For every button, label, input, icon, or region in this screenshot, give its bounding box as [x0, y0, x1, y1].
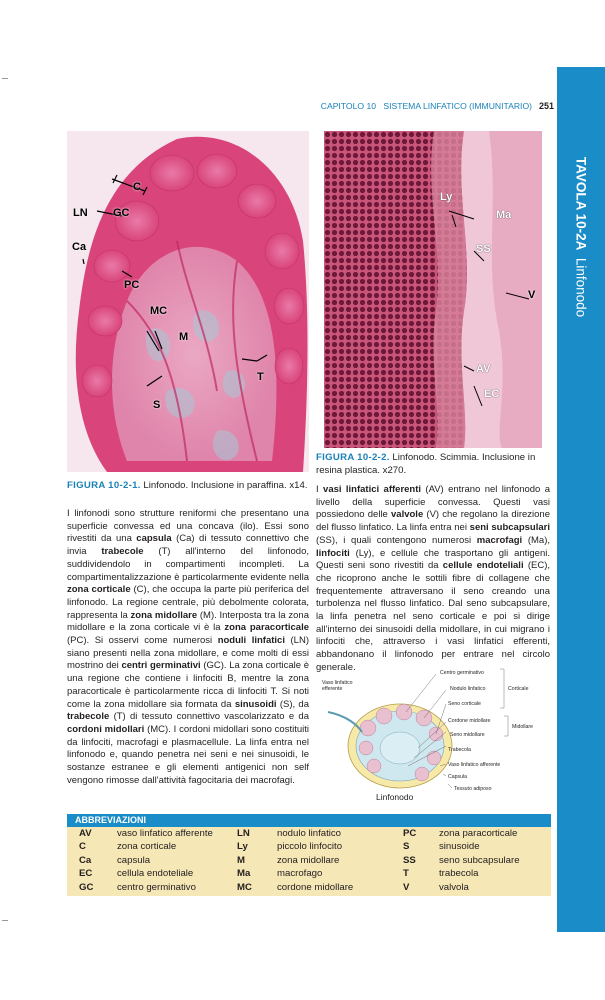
abbreviation-code: S — [403, 841, 410, 853]
plate-number: TAVOLA 10-2A — [573, 156, 589, 251]
abbreviation-row — [67, 828, 551, 841]
abbreviation-definition: valvola — [439, 881, 469, 893]
figure-2-caption — [316, 452, 550, 477]
text-run: (Ma), — [522, 534, 550, 546]
diagram-label-seno-midollare: Seno midollare — [450, 732, 485, 738]
abbreviation-row — [67, 855, 551, 868]
abbreviation-definition: macrofago — [277, 868, 323, 880]
abbreviations-grid — [67, 828, 551, 895]
abbreviation-code: SS — [403, 854, 416, 866]
abbreviation-code: Ma — [237, 868, 251, 880]
right-column-text — [316, 484, 550, 675]
figure-2-number: FIGURA 10-2-2. — [316, 452, 390, 463]
text-run: (S), da — [276, 698, 309, 710]
abbreviation-code: PC — [403, 828, 417, 839]
abbreviation-code: Ca — [79, 854, 92, 866]
text-run: (T) di tessuto connettivo vascolarizzato e da — [109, 711, 309, 723]
text-run: (EC), che ricoprono anche le sottili fibre di collagene che frequentemente attraversano il seno creando una turbolenza nel flusso linfatico. Dal seno subcapsulare, la linfa penetra nel seno corticale e poi si dirige all'interno dei sinusoidi della midollare, in cui migrano i linfociti che, attraverso i vasi linfatici efferenti, abbandonano il linfonodo per entrare nel circolo generale. — [316, 560, 550, 673]
crop-mark — [2, 920, 8, 921]
text-run: (PC). Si osservi come numerosi — [67, 635, 218, 647]
text-run: (C), che occupa la parte più periferica del linfonodo. La regione centrale, più debolmente colorata, rappresenta la — [67, 584, 309, 621]
text-run: (LN) siano presenti nella zona midollare, e come molti di essi mostrino dei — [67, 635, 309, 672]
abbreviation-definition: zona paracorticale — [439, 828, 518, 839]
diagram-label-vaso-afferente: Vaso linfatico afferente — [448, 762, 501, 768]
term: trabecole — [67, 711, 110, 723]
abbreviation-definition: zona corticale — [117, 841, 177, 853]
abbreviation-code: C — [79, 841, 86, 853]
diagram-label-centro: Centro germinativo — [440, 670, 484, 676]
running-header — [68, 101, 554, 115]
fig1-label-GC: GC — [113, 207, 130, 219]
diagram-title: Linfonodo — [376, 792, 414, 802]
text-run: (T) all'interno del linfonodo, suddividendolo in compartimenti incompleti. La compartimentalizzazione è particolarmente evidente nella — [67, 546, 309, 583]
figure-1-micrograph — [67, 131, 309, 472]
abbreviation-definition: trabecola — [439, 868, 479, 880]
text-run: I — [316, 484, 324, 495]
figure-1-number: FIGURA 10-2-1. — [67, 480, 141, 491]
term: noduli linfatici — [217, 635, 285, 647]
text-run: (MC). I cordoni midollari sono costituiti da linfociti, macrofagi e plasmacellule. La linfa entra nel linfonodo e, quando penetra nei seni e nei sinusoidi, le sostanze estranee e gli elementi antigenici non self vengono rimosse dall'attività fagocitaria dei macrofagi. — [67, 723, 309, 786]
abbreviations-heading: ABBREVIAZIONI — [67, 814, 551, 827]
diagram-label-capsula: Capsula — [448, 774, 468, 780]
fig1-label-PC: PC — [124, 279, 140, 291]
abbreviation-row — [67, 868, 551, 881]
term: zona paracorticale — [224, 622, 310, 634]
fig2-label-EC: EC — [484, 388, 500, 400]
term: valvole — [391, 509, 424, 521]
term: centri germinativi — [121, 660, 201, 672]
text-run: (GC). La zona corticale è una regione che contiene i linfociti B, mentre la zona paracorticale è particolarmente ricca di linfociti T. Si noti come la zona midollare sia formata da — [67, 660, 309, 710]
term: capsula — [136, 533, 172, 545]
plate-tab-text — [574, 157, 589, 317]
text-run: (AV) entrano nel linfonodo a livello della superficie convessa. Questi vasi possiedono delle — [316, 484, 550, 521]
abbreviation-definition: nodulo linfatico — [277, 828, 342, 839]
text-run: I linfonodi sono strutture reniformi che presentano una superficie convessa ed una concava (ilo). Essi sono rivestiti da una — [67, 508, 309, 545]
diagram-label-nodulo: Nodulo linfatico — [450, 686, 486, 692]
abbreviation-row — [67, 882, 551, 895]
fig2-label-V: V — [528, 289, 536, 301]
left-column-text — [67, 508, 309, 787]
term: macrofagi — [476, 534, 523, 546]
fig2-label-Ma: Ma — [496, 209, 512, 221]
paragraph — [67, 508, 309, 787]
fig2-label-Ly: Ly — [440, 191, 453, 203]
abbreviation-code: M — [237, 854, 245, 866]
page-number: 251 — [538, 101, 554, 111]
abbreviation-code: Ly — [237, 841, 248, 853]
text-run: (M). Interposta tra la zona midollare e la zona corticale vi è la — [67, 609, 309, 634]
diagram-label-corticale: Corticale — [508, 686, 529, 692]
abbreviation-definition: zona midollare — [277, 854, 340, 866]
abbreviation-code: EC — [79, 868, 93, 880]
paragraph — [316, 484, 550, 675]
abbreviations-box — [67, 814, 551, 896]
diagram-label-vaso-efferente: Vaso linfatico efferente — [322, 680, 353, 692]
abbreviation-code: T — [403, 868, 409, 880]
diagram-label-seno-corticale: Seno corticale — [448, 701, 481, 707]
abbreviation-code: V — [403, 881, 410, 893]
term: zona midollare — [130, 609, 198, 621]
subcapsular-sinus-illustration — [324, 131, 542, 448]
plate-side-tab — [557, 67, 605, 932]
term: zona corticale — [67, 584, 131, 596]
figure-2-micrograph — [324, 131, 542, 448]
crop-mark — [2, 78, 8, 79]
diagram-label-trabecola: Trabecola — [448, 747, 471, 753]
abbreviation-definition: capsula — [117, 854, 151, 866]
abbreviation-definition: cellula endoteliale — [117, 868, 194, 880]
abbreviation-definition: seno subcapsulare — [439, 854, 520, 866]
abbreviation-code: AV — [79, 828, 92, 839]
fig1-label-M: M — [179, 331, 189, 343]
chapter-title: SISTEMA LINFATICO (IMMUNITARIO) — [383, 101, 532, 111]
diagram-label-cordone: Cordone midollare — [448, 718, 491, 724]
fig1-label-LN: LN — [73, 207, 88, 219]
term: seni subcapsulari — [469, 522, 550, 534]
fig1-label-S: S — [153, 399, 161, 411]
diagram-label-midollare: Midollare — [512, 724, 534, 730]
text-run: (V) che regolano la direzione del flusso linfatico. La linfa entra nei — [316, 509, 550, 534]
term: sinusoidi — [234, 698, 277, 710]
fig1-label-T: T — [257, 371, 264, 383]
lymph-node-illustration — [67, 131, 309, 472]
figure-1-caption-text: Linfonodo. Inclusione in paraffina. x14. — [143, 480, 308, 491]
term: cellule endoteliali — [442, 560, 524, 572]
text-run: (Ly), e cellule che trasportano gli antigeni. Questi seni sono rivestiti da — [316, 547, 550, 572]
figure-2-caption-text: Linfonodo. Scimmia. Inclusione in resina plastica. x270. — [316, 452, 536, 476]
abbreviation-definition: vaso linfatico afferente — [117, 828, 213, 839]
text-run: (SS), i quali contengono numerosi — [316, 534, 477, 546]
figure-1-caption — [67, 480, 309, 493]
abbreviation-code: MC — [237, 881, 252, 893]
plate-topic: Linfonodo — [573, 257, 589, 318]
abbreviation-code: GC — [79, 881, 94, 893]
fig1-label-MC: MC — [150, 305, 168, 317]
term: vasi linfatici afferenti — [323, 484, 422, 495]
fig1-label-Ca: Ca — [72, 241, 87, 253]
term: linfociti — [316, 547, 350, 559]
abbreviation-definition: cordone midollare — [277, 881, 354, 893]
text-run: (Ca) di tessuto connettivo che invia — [67, 533, 309, 558]
term: trabecole — [101, 546, 144, 558]
fig2-label-SS: SS — [476, 243, 491, 255]
lymph-node-diagram — [318, 666, 550, 806]
abbreviation-definition: piccolo linfocito — [277, 841, 343, 853]
chapter-label: CAPITOLO 10 — [320, 101, 376, 111]
fig2-label-AV: AV — [476, 363, 491, 375]
diagram-label-tessuto: Tessuto adiposo — [454, 786, 492, 792]
abbreviation-definition: centro germinativo — [117, 881, 196, 893]
term: cordoni midollari — [67, 723, 145, 735]
abbreviation-row — [67, 841, 551, 854]
abbreviation-code: LN — [237, 828, 250, 839]
fig1-label-C: C — [133, 181, 141, 193]
abbreviation-definition: sinusoide — [439, 841, 480, 853]
